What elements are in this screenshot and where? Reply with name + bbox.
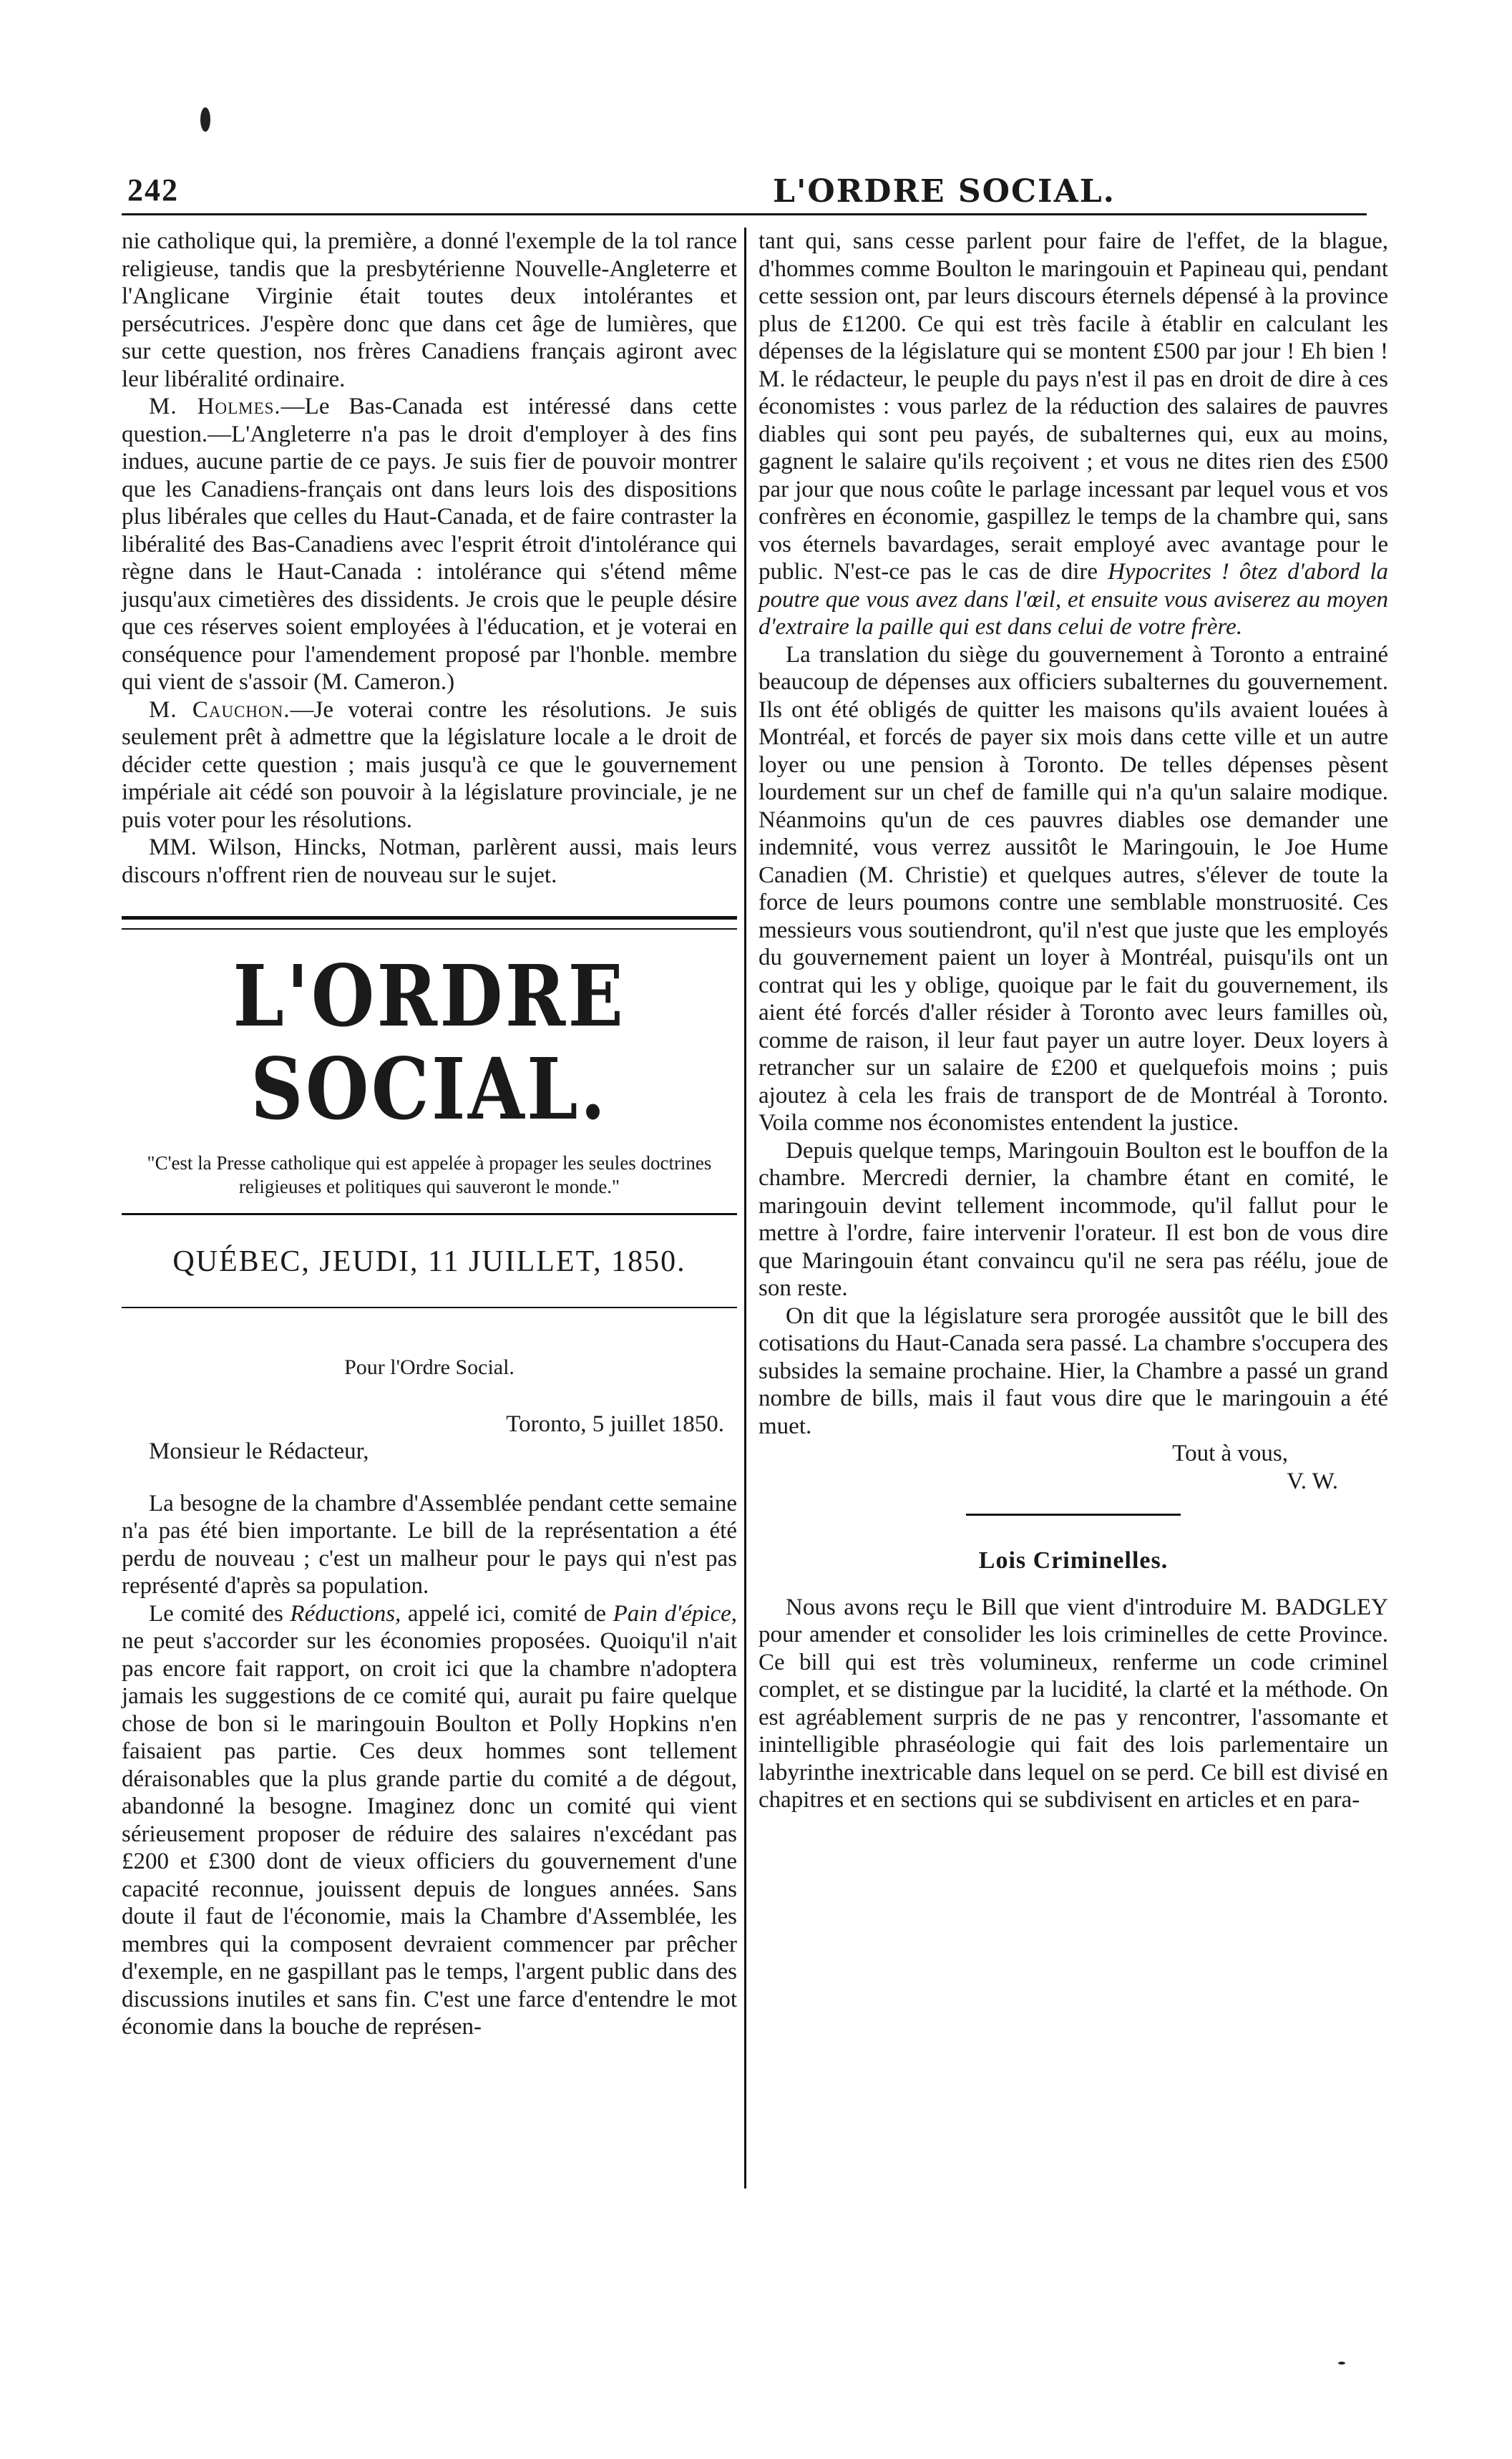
section-rule xyxy=(122,916,737,930)
speech-text: —Le Bas-Canada est intéressé dans cette question.—L'Angleterre n'a pas le droit d'employer à des fins indues, aucune partie de ce pays. Je suis fier de pouvoir montrer que les Canadiens-français ont dans leurs lois des dispositions plus libérales que celles du Haut-Canada, et de faire contraster la libéralité des Bas-Canadiens avec l'esprit étroit d'intolérance qui règne dans le Haut-Canada : intolérance qui s'étend même jusqu'aux cimetières des dissidents. Je crois que le peuple désire que ces réserves soient employées à l'éducation, et je voterai en conséquence pour l'amendement proposé par l'honble. membre qui vient de s'assoir (M. Cameron.) xyxy=(122,394,738,695)
running-title: L'ORDRE SOCIAL. xyxy=(773,173,1116,210)
divider-rule xyxy=(122,1307,737,1308)
speech-text: —Je voterai contre les résolutions. Je suis seulement prêt à admettre que la législature locale a le droit de décider cette question ; mais jusqu'à ce que le gouvernement impériale ait cédé son pouvoir à la législature provinciale, je ne puis voter pour les résolutions. xyxy=(122,696,738,833)
letter-place-date: Toronto, 5 juillet 1850. xyxy=(506,1411,724,1437)
divider-rule xyxy=(122,1213,737,1215)
dateline: QUÉBEC, JEUDI, 11 JUILLET, 1850. xyxy=(172,1245,686,1278)
text-run: tant qui, sans cesse parlent pour faire de l'effet, de la blague, d'hommes comme Boulton le maringouin et Papineau qui, pendant cette session ont, par leurs discours éternels dépensé à la province plus de £1200. Ce qui est très facile à établir en calculant les dépenses de la législature qui se montent £500 par jour ! Eh bien ! M. le rédacteur, le peuple du pays n'est il pas en droit de dire à ces économistes : vous parlez de la réduction des salaires de pauvres diables qui sont peu payés, de subalternes qui, eux au moins, gagnent le salaire qu'ils reçoivent ; et vous ne dites rien des £500 par jour que nous coûte le parlage incessant par lequel vous et vos confrères en économie, gaspillez le temps de la chambre qui, sans vos éternels bavardages, serait employé avec avantage pour le public. N'est-ce pas le cas de dire xyxy=(759,228,1388,585)
letter-signature: V. W. xyxy=(1287,1468,1338,1494)
text-run: Le comité des xyxy=(149,1600,291,1627)
paragraph: nie catholique qui, la première, a donné l'exemple de la tol rance religieuse, tandis que la presbytérienne Nouvelle-Angleterre et l'Anglicane Virginie était toutes deux intolérantes et persécutrices. J'espère donc que dans cet âge de lumières, que sur cette question, nos frères Canadiens français agiront avec leur libéralité ordinaire. xyxy=(122,228,737,392)
paragraph: La besogne de la chambre d'Assemblée pendant cette semaine n'a pas été bien importante. Le bill de la représentation a été perdu de nouveau ; c'est un malheur pour le pays qui n'est pas représenté d'après sa population. xyxy=(122,1490,737,1599)
text-run: appelé ici, comité de xyxy=(401,1600,613,1627)
ink-speck xyxy=(200,107,210,132)
page-number: 242 xyxy=(127,172,179,208)
paragraph: On dit que la législature sera prorogée aussitôt que le bill des cotisations du Haut-Canada sera passé. La chambre s'occupera des subsides la semaine prochaine. Hier, la Chambre a passé un grand nombre de bills, mais il faut vous dire que le maringouin a été muet. xyxy=(759,1302,1388,1439)
paragraph: La translation du siège du gouvernement à Toronto a entrainé beaucoup de dépenses aux officiers subalternes du gouvernement. Ils ont été obligés de quitter les maisons qu'ils avaient louées à Montréal, et forcés de payer six mois dans cette ville et un autre loyer ou une pension à Toronto. De telles dépenses pèsent lourdement sur un chef de famille qui n'a qu'un salaire modique. Néanmoins qu'un de ces pauvres diables ose demander une indemnité, vous verrez aussitôt le Maringouin, le Joe Hume Canadien (M. Christie) et quelques autres, s'élever de toute la force de leurs poumons contre une semblable monstruosité. Ces messieurs vous soutiendront, qu'il n'est que juste que les employés du gouvernement paient un loyer à Montréal, puisqu'ils ont un contrat qui les y oblige, quoique par le fait du gouvernement, ils aient été forcés d'aller résider à Toronto avec leurs familles où, comme de raison, il leur faut payer un autre loyer. Deux loyers à retrancher sur un salaire de £200 et quelquefois moins ; puis ajoutez à cela les frais de transport de de Montréal à Toronto. Voila comme nos économistes entendent la justice. xyxy=(759,641,1388,1136)
italic-text: Pain d'épice, xyxy=(613,1600,737,1627)
italic-quote: Hypocrites ! ôtez d'abord la poutre que vous avez dans l'œil, et ensuite vous aviserez au moyen d'extraire la paille qui est dans celui de votre frère. xyxy=(759,559,1388,640)
column-divider xyxy=(744,228,746,2188)
paragraph xyxy=(122,393,737,696)
section-title: Lois Criminelles. xyxy=(978,1547,1169,1574)
paragraph: Depuis quelque temps, Maringouin Boulton est le bouffon de la chambre. Mercredi dernier, la chambre étant en comité, le maringouin devint tellement incommode, qu'il fallut pour le mettre à l'ordre, faire intervenir l'orateur. Il est bon de vous dire que Maringouin étant convaincu qu'il ne sera pas réélu, joue de son reste. xyxy=(759,1137,1388,1301)
paragraph: MM. Wilson, Hincks, Notman, parlèrent aussi, mais leurs discours n'offrent rien de nouveau sur le sujet. xyxy=(122,834,737,888)
ink-speck xyxy=(1338,2362,1345,2365)
letter-salutation: Monsieur le Rédacteur, xyxy=(149,1438,369,1464)
divider-rule xyxy=(966,1514,1181,1516)
left-column xyxy=(122,228,737,2041)
right-column xyxy=(759,228,1388,1814)
paragraph xyxy=(122,696,737,834)
letter-attribution: Pour l'Ordre Social. xyxy=(344,1355,514,1379)
page-header xyxy=(122,170,1367,215)
paragraph: Nous avons reçu le Bill que vient d'introduire M. BADGLEY pour amender et consolider les lois criminelles de cette Province. Ce bill qui est très volumineux, renferme un code criminel complet, et se distingue par la lucidité, la clarté et la méthode. On est agréablement surpris de ne pas y rencontrer, l'assomante et inintelligible phraséologie qui fait des lois parlementaire un labyrinthe inextricable dans lequel on se perd. Ce bill est divisé en chapitres et en sections qui se subdivisent en articles et en para- xyxy=(759,1594,1388,1813)
paragraph xyxy=(759,228,1388,641)
speaker-name: M. Holmes. xyxy=(149,394,281,419)
letter-signoff: Tout à vous, xyxy=(1172,1441,1288,1466)
masthead-title: L'ORDRE SOCIAL. xyxy=(233,946,626,1139)
text-run: ne peut s'accorder sur les économies proposées. Quoiqu'il n'ait pas encore fait rapport, on croit ici que la chambre n'adoptera jamais les suggestions de ce comité qui, aurait pu faire quelque chose de bon si le maringouin Boulton et Polly Hopkins n'en faisaient pas partie. Ces deux hommes sont tellement déraisonables que la plus grande partie du comité a de dégout, abandonné la besogne. Imaginez donc un comité qui vient sérieusement proposer de réduire des salaires n'excédant pas £200 et £300 dont de vieux officiers du gouvernement d'une capacité reconnue, jouissent depuis de longues années. Sans doute il faut de l'économie, mais la Chambre d'Assemblée, les membres qui la composent devraient commencer par prêcher d'exemple, en ne gaspillant pas le temps, l'argent public dans des discussions inutiles et sans fin. C'est une farce d'entendre le mot économie dans la bouche de représen- xyxy=(122,1628,737,2040)
italic-text: Réductions, xyxy=(290,1600,401,1627)
speaker-name: M. Cauchon. xyxy=(149,696,291,723)
paragraph xyxy=(122,1600,737,2041)
masthead-motto: "C'est la Presse catholique qui est appelée à propager les seules doctrines religieuses et politiques qui sauveront le monde." xyxy=(147,1152,712,1197)
